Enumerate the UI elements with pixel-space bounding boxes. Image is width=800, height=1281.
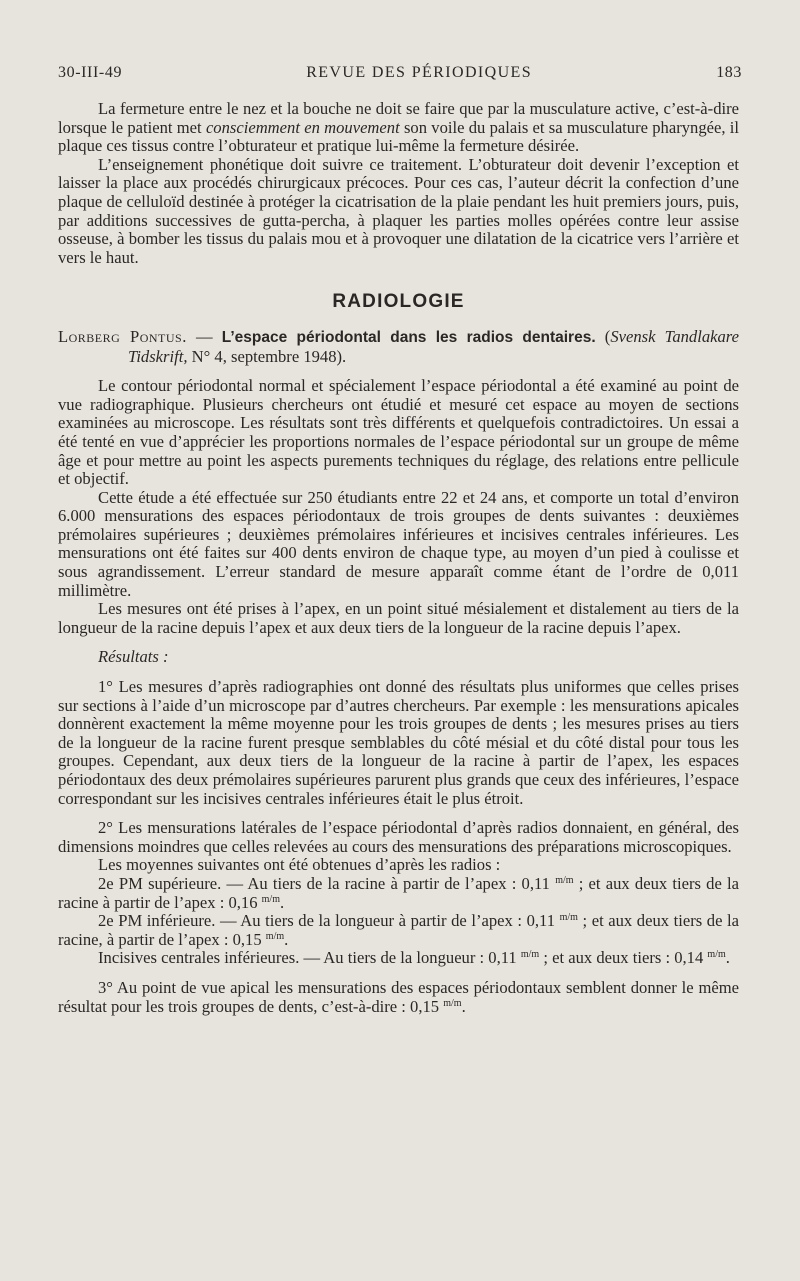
- result-2: 2° Les mensurations latérales de l’espace périodontal d’après radios donnaient, en général, des dimensions moindres que celles relevées au cours des mensurations des préparations microscopiques.: [58, 818, 739, 856]
- header-journal-title: REVUE DES PÉRIODIQUES: [306, 64, 533, 81]
- page-number: 183: [716, 64, 742, 81]
- measure-upper-pm: 2e PM supérieure. — Au tiers de la racine à partir de l’apex : 0,11 $^{m/m}$ ; et aux deux tiers de la racine à partir de l’apex : 0,16 $^{m/m}$.: [58, 873, 739, 912]
- section-title: RADIOLOGIE: [332, 291, 465, 313]
- header-date: 30-III-49: [58, 64, 123, 81]
- results-heading: Résultats :: [98, 647, 169, 667]
- paragraph-study: Cette étude a été effectuée sur 250 étudiants entre 22 et 24 ans, et comporte un total d’environ 6.000 mensurations des espaces périodontaux de trois groupes de dents suivantes : deuxièmes prémolaires supérieures ; deuxièmes prémolaires inférieures et incisives centrales inférieures. Les mensurations ont été faites sur 400 dents environ de chaque type, au moyen d’un pied à coulisse et sous agrandissement. L’erreur standard de mesure apparaît comme étant de l’ordre de 0,011 millimètre.: [58, 487, 739, 600]
- paragraph-measures: Les mesures ont été prises à l’apex, en un point situé mésialement et distalement au tiers de la longueur de la racine depuis l’apex et aux deux tiers de la longueur de la racine depuis l’apex.: [58, 599, 739, 637]
- result-2-intro: Les moyennes suivantes ont été obtenues d’après les radios :: [98, 855, 501, 875]
- intro-paragraph-1: La fermeture entre le nez et la bouche ne doit se faire que par la musculature active, c’est-à-dire lorsque le patient met consciemment en mouvement son voile du palais et sa musculature pharyngée, il plaque ces tissus contre l’obturateur et pratique lui-même la fermeture désirée.: [58, 99, 739, 156]
- paragraph-contour: Le contour périodontal normal et spécialement l’espace périodontal a été examiné au point de vue radiographique. Plusieurs chercheurs ont étudié et mesuré cet espace au moyen de sections examinées au microscope. Les résultats sont très différents et quelquefois contradictoires. Un essai a été tenté en vue d’apprécier les proportions normales de l’espace périodontal sur un groupe de même âge et pour mettre au point les aspects purements techniques du réglage, des relations entre pellicule et objectif.: [58, 376, 739, 489]
- measure-lower-pm: 2e PM inférieure. — Au tiers de la longueur à partir de l’apex : 0,11 $^{m/m}$ ; et aux deux tiers de la racine, à partir de l’apex : 0,15 $^{m/m}$.: [58, 911, 740, 949]
- result-1: 1° Les mesures d’après radiographies ont donné des résultats plus uniformes que celles prises sur sections à l’aide d’un microscope par d’autres chercheurs. Par exemple : les mensurations apicales donnèrent exactement la même moyenne pour les trois groupes de dents ; les mesures prises au tiers de la longueur de la racine furent presque semblables du côté mésial et du côté distal pour tous les groupes. Cependant, aux deux tiers de la longueur de la racine à partir de l’apex, les espaces périodontaux des deux prémolaires supérieures parurent plus grands que ceux des inférieures, l’espace correspondant sur les incisives centrales inférieures était le plus étroit.: [58, 677, 739, 808]
- result-3: 3° Au point de vue apical les mensurations des espaces périodontaux semblent donner le même résultat pour les trois groupes de dents, c’est-à-dire : 0,15 $^{m/m}$.: [58, 977, 739, 1016]
- intro-paragraph-2: L’enseignement phonétique doit suivre ce traitement. L’obturateur doit devenir l’exception et laisser la place aux procédés chirurgicaux précoces. Pour ces cas, l’auteur décrit la confection d’une plaque de celluloïd destinée à protéger la cicatrisation de la plaie pendant les huit premiers jours, puis, par additions successives de gutta-percha, à plaquer les parties molles opérées contre leur assise osseuse, à bomber les tissus du palais mou et à provoquer une dilatation de la cicatrice vers l’arrière et vers le haut.: [58, 154, 739, 267]
- running-header: [58, 64, 742, 82]
- measure-incisors: Incisives centrales inférieures. — Au tiers de la longueur : 0,11 $^{m/m}$ ; et aux deux tiers : 0,14 $^{m/m}$.: [98, 948, 730, 968]
- article-body: [58, 100, 739, 1016]
- article-reference: Lorberg Pontus. — L’espace périodontal dans les radios dentaires. (Svensk Tandlakare Tidskrift, N° 4, septembre 1948).: [58, 326, 739, 366]
